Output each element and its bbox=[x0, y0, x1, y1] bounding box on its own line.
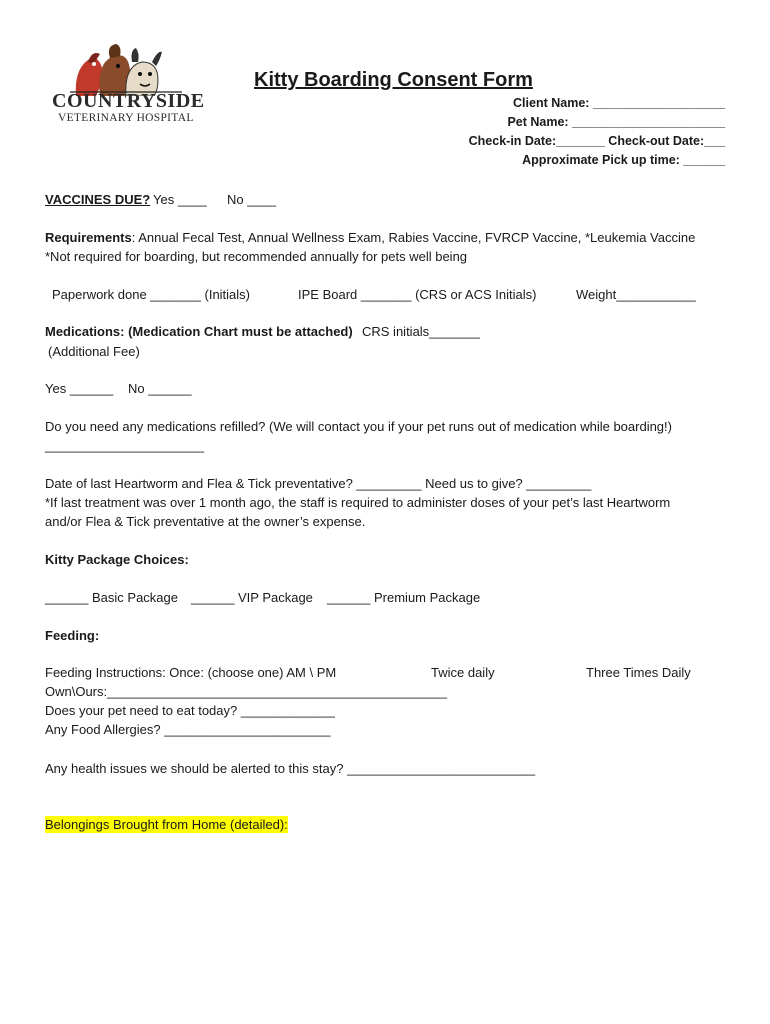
animal-mascots-logo-icon bbox=[66, 40, 186, 96]
form-title: Kitty Boarding Consent Form bbox=[254, 69, 533, 91]
feeding-label: Feeding: bbox=[45, 628, 100, 643]
requirements-note: *Not required for boarding, but recommended annually for pets well being bbox=[45, 249, 468, 264]
logo bbox=[52, 40, 205, 126]
checkin-checkout-field[interactable]: Check-in Date:_______ Check-out Date:___ bbox=[468, 134, 725, 148]
paperwork-field[interactable]: Paperwork done _______ (Initials) bbox=[52, 287, 251, 302]
requirements-line bbox=[45, 229, 695, 246]
requirements-text: : Annual Fecal Test, Annual Wellness Exam, Rabies Vaccine, FVRCP Vaccine, *Leukemia Vaccine bbox=[131, 230, 696, 245]
pickup-time-field[interactable]: Approximate Pick up time: ______ bbox=[522, 153, 725, 167]
belongings-label: Belongings Brought from Home (detailed): bbox=[45, 817, 288, 832]
logo-line2: VETERINARY HOSPITAL bbox=[58, 112, 194, 124]
heartworm-note-2: and/or Flea & Tick preventative at the owner’s expense. bbox=[45, 514, 366, 529]
refill-answer-line[interactable]: ______________________ bbox=[45, 438, 205, 453]
pet-name-field[interactable]: Pet Name: ______________________ bbox=[507, 115, 725, 129]
heartworm-question[interactable]: Date of last Heartworm and Flea & Tick preventative? _________ Need us to give? _________ bbox=[45, 476, 592, 491]
basic-package-option[interactable]: ______ Basic Package bbox=[45, 590, 178, 605]
feeding-instructions-field[interactable]: Feeding Instructions: Once: (choose one) AM \ PM bbox=[45, 665, 337, 680]
crs-initials-field[interactable]: CRS initials_______ bbox=[362, 324, 480, 339]
three-times-daily-option[interactable]: Three Times Daily bbox=[586, 665, 691, 680]
weight-field[interactable]: Weight___________ bbox=[576, 287, 696, 302]
health-issues-field[interactable]: Any health issues we should be alerted to this stay? __________________________ bbox=[45, 761, 536, 776]
package-choices-label: Kitty Package Choices: bbox=[45, 552, 189, 567]
refill-question: Do you need any medications refilled? (We will contact you if your pet runs out of medication while boarding!) bbox=[45, 419, 672, 434]
own-ours-field[interactable]: Own\Ours:_______________________________________________ bbox=[45, 684, 447, 699]
logo-line1: COUNTRYSIDE bbox=[52, 90, 205, 112]
client-name-field[interactable]: Client Name: ___________________ bbox=[513, 96, 725, 110]
vaccines-label: VACCINES DUE? bbox=[45, 192, 151, 207]
medications-label: Medications: (Medication Chart must be attached) bbox=[45, 324, 353, 339]
requirements-label: Requirements bbox=[45, 230, 132, 245]
additional-fee-note: (Additional Fee) bbox=[48, 344, 140, 359]
ipe-board-field[interactable]: IPE Board _______ (CRS or ACS Initials) bbox=[298, 287, 537, 302]
food-allergies-field[interactable]: Any Food Allergies? _______________________ bbox=[45, 722, 331, 737]
vaccines-no-field[interactable]: No ____ bbox=[227, 192, 277, 207]
medications-yes-field[interactable]: Yes ______ bbox=[45, 381, 114, 396]
premium-package-option[interactable]: ______ Premium Package bbox=[327, 590, 481, 605]
vaccines-yes-field[interactable]: Yes ____ bbox=[153, 192, 207, 207]
vip-package-option[interactable]: ______ VIP Package bbox=[191, 590, 313, 605]
eat-today-field[interactable]: Does your pet need to eat today? _____________ bbox=[45, 703, 335, 718]
twice-daily-option[interactable]: Twice daily bbox=[431, 665, 495, 680]
medications-no-field[interactable]: No ______ bbox=[128, 381, 192, 396]
heartworm-note-1: *If last treatment was over 1 month ago, the staff is required to administer doses of your pet’s last Heartworm bbox=[45, 495, 671, 510]
